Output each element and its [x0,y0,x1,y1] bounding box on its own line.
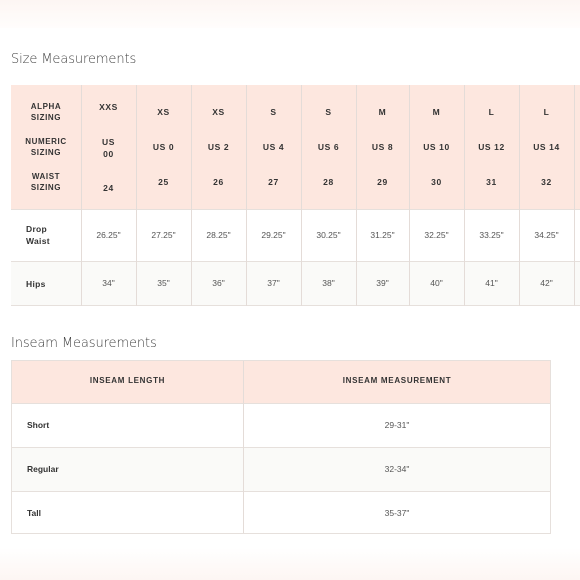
bottom-fade-band [0,548,580,580]
inseam-row [12,491,550,533]
inseam-measurement-header: INSEAM MEASUREMENT [342,376,452,385]
hips-cell: 42" [540,278,553,288]
column-divider [246,85,247,306]
alpha-size-cell: L [488,107,495,117]
waist-label-line: SIZING [30,183,62,192]
drop-label-line: Waist [26,236,50,246]
inseam-row [12,403,550,447]
drop-waist-cell: 33.25" [479,230,504,240]
numeric-size-line: US [101,137,115,147]
numeric-size-cell [81,136,136,160]
alpha-size-cell: M [432,107,441,117]
inseam-length-cell: Short [27,420,50,430]
waist-label-line: WAIST [31,172,61,181]
waist-size-cell: 31 [486,177,497,187]
hips-cell: 39" [376,278,389,288]
inseam-row [12,447,550,491]
waist-size-cell: 29 [377,177,388,187]
alpha-size-cell: S [325,107,332,117]
size-measurements-table [11,85,580,306]
drop-waist-cell: 32.25" [424,230,449,240]
alpha-size-cell: M [378,107,387,117]
drop-waist-cell: 31.25" [370,230,395,240]
numeric-size-cell: US 2 [207,142,230,152]
inseam-measurement-cell: 29-31" [384,420,410,430]
column-divider [191,85,192,306]
numeric-size-cell: US 10 [423,142,450,152]
hips-label: Hips [26,279,46,289]
alpha-label-line: ALPHA [30,102,62,111]
hips-cell: 36" [212,278,225,288]
hips-cell: 35" [157,278,170,288]
top-fade-band [0,0,580,28]
waist-size-cell: 26 [213,177,224,187]
drop-waist-cell: 30.25" [316,230,341,240]
waist-size-cell: 25 [158,177,169,187]
column-divider [301,85,302,306]
drop-waist-cell: 26.25" [96,230,121,240]
alpha-size-cell: XS [157,107,170,117]
inseam-length-header: INSEAM LENGTH [89,376,166,385]
drop-waist-cell: 28.25" [206,230,231,240]
hips-cell: 40" [430,278,443,288]
hips-cell: 38" [322,278,335,288]
hips-cell: 34" [102,278,115,288]
alpha-size-cell: XS [212,107,225,117]
numeric-size-cell: US 0 [152,142,175,152]
alpha-size-cell: L [543,107,550,117]
column-divider [574,85,575,306]
column-divider [464,85,465,306]
numeric-size-cell: US 4 [262,142,285,152]
alpha-label-line: SIZING [30,113,62,122]
hips-cell: 41" [485,278,498,288]
column-divider [81,85,82,306]
inseam-column-divider [243,361,244,533]
alpha-sizing-label [11,101,81,123]
column-divider [356,85,357,306]
waist-size-cell: 24 [103,183,114,193]
alpha-size-cell: S [270,107,277,117]
numeric-size-cell: US 12 [478,142,505,152]
inseam-length-cell: Tall [27,508,42,518]
inseam-measurement-cell: 35-37" [384,508,410,518]
inseam-measurements-title: Inseam Measurements [11,336,157,351]
drop-waist-cell: 27.25" [151,230,176,240]
numeric-size-cell: US 8 [371,142,394,152]
hips-cell: 37" [267,278,280,288]
column-divider [136,85,137,306]
numeric-label-line: NUMERIC [25,137,67,146]
inseam-measurement-cell: 32-34" [384,464,410,474]
waist-size-cell: 32 [541,177,552,187]
waist-size-cell: 28 [323,177,334,187]
waist-size-cell: 27 [268,177,279,187]
inseam-measurements-table [11,360,551,534]
size-measurements-title: Size Measurements [11,52,137,67]
drop-waist-cell: 34.25" [534,230,559,240]
waist-size-cell: 30 [431,177,442,187]
column-divider [409,85,410,306]
numeric-sizing-label [11,136,81,158]
numeric-size-cell: US 6 [317,142,340,152]
numeric-size-cell: US 14 [533,142,560,152]
waist-sizing-label [11,171,81,193]
numeric-size-line: 00 [103,149,114,159]
inseam-header-row [12,361,550,403]
drop-waist-label [26,223,50,247]
drop-label-line: Drop [26,224,48,234]
numeric-label-line: SIZING [30,148,62,157]
inseam-length-cell: Regular [27,464,59,474]
column-divider [519,85,520,306]
drop-waist-cell: 29.25" [261,230,286,240]
alpha-size-cell: XXS [99,102,118,112]
